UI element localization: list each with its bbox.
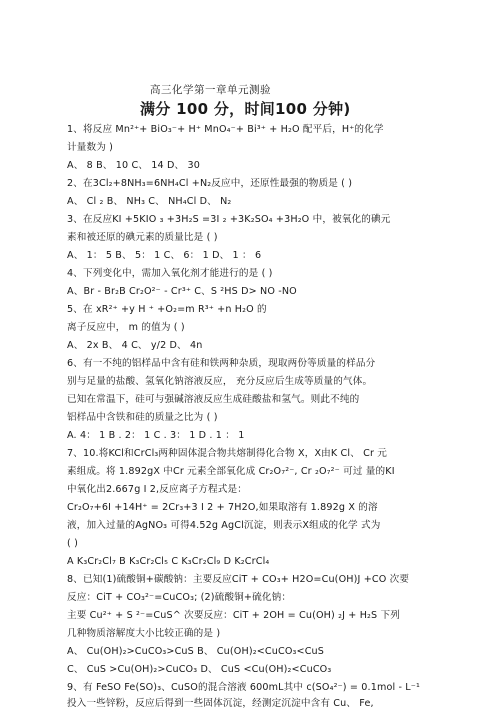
question-line: 投入一些锌粉，反应后得到一些固体沉淀，经测定沉淀中含有 Cu、 Fe, — [67, 698, 374, 709]
question-line: A、 1： 5 B、 5： 1 C、 6： 1 D、 1 ： 6 — [67, 250, 262, 261]
question-line: 计量数为 ) — [67, 142, 114, 153]
question-line: A、 2x B、 4 C、 y/2 D、 4n — [67, 340, 203, 351]
question-line: 1、将反应 Mn²⁺+ BiO₃⁻+ H⁺ MnO₄⁻+ Bi³⁺ + H₂O 配平后，H⁺的化学 — [67, 124, 384, 135]
question-line: 素和被还原的碘元素的质量比是 ( ) — [67, 232, 218, 243]
question-line: 离子反应中， m 的值为 ( ) — [67, 322, 185, 333]
question-line: 中氧化出2.667g I 2,反应离子方程式是： — [67, 484, 247, 495]
question-line: A、 Cu(OH)₂>CuCO₃>CuS B、 Cu(OH)₂<CuCO₃<CuS — [67, 646, 325, 657]
question-line: 7、10.将KCl和CrCl₃两种固体混合物共熔制得化合物 X，X由K Cl、 Cr 元 — [67, 448, 388, 459]
question-line: 几种物质溶解度大小比较正确的是 ) — [67, 628, 221, 639]
question-line: 素组成。将 1.892gX 中Cr 元素全部氧化成 Cr₂O₇²⁻, Cr ₂O₇²⁻ 可过 量的KI — [67, 466, 395, 477]
question-line: 9、有 FeSO Fe(SO)₃、CuSO的混合溶液 600mL其中 c(SO₄²⁻) = 0.1mol - L⁻¹ — [67, 682, 421, 693]
question-line: 4、下列变化中，需加入氧化剂才能进行的是 ( ) — [67, 268, 273, 279]
question-line: 主要 Cu²⁺ + S ²⁻=CuS^ 次要反应：CiT + 2OH = Cu(OH) ₂J + H₂S 下列 — [67, 610, 400, 621]
question-line: 6、有一不纯的铝样品中含有硅和铁两种杂质，现取两份等质量的样品分 — [67, 358, 376, 369]
question-line: Cr₂O₇+6I +14H⁺ = 2Cr₃+3 I 2 + 7H2O,如果取溶有 1.892g X 的溶 — [67, 502, 378, 513]
question-line: 反应：CiT + CO₃²⁻=CuCO₃; (2)硫酸铜+硫化钠： — [67, 592, 292, 603]
question-line: 3、在反应KI +5KIO ₃ +3H₂S =3I ₂ +3K₂SO₄ +3H₂O 中，被氧化的碘元 — [67, 214, 391, 225]
question-line: A、 8 B、 10 C、 14 D、 30 — [67, 160, 200, 171]
question-line: A K₃Cr₂Cl₇ B K₃Cr₂Cl₅ C K₃Cr₂Cl₉ D K₂CrCl₄ — [67, 556, 270, 567]
question-line: ( ) — [67, 538, 78, 549]
page-title: 高三化学第一章单元测验 — [150, 84, 271, 96]
question-line: 别与足量的盐酸、氢氧化钠溶液反应， 充分反应后生成等质量的气体。 — [67, 376, 373, 387]
question-line: 已知在常温下，硅可与强碱溶液反应生成硅酸盐和氢气。则此不纯的 — [67, 394, 360, 405]
question-line: A、Br - Br₂B Cr₂O²⁻ - Cr³⁺ C、S ²HS D> NO -NO — [67, 286, 297, 297]
page-subtitle: 满分 100 分，时间100 分钟) — [140, 100, 351, 118]
question-line: 液，加入过量的AgNO₃ 可得4.52g AgCl沉淀，则表示X组成的化学 式为 — [67, 520, 381, 531]
question-line: 2、在3Cl₂+8NH₃=6NH₄Cl +N₂反应中，还原性最强的物质是 ( ) — [67, 178, 353, 189]
question-line: C、 CuS >Cu(OH)₂>CuCO₃ D、 CuS <Cu(OH)₂<CuCO₃ — [67, 664, 332, 675]
question-line: 铝样品中含铁和硅的质量之比为 ( ) — [67, 412, 218, 423]
question-line: 8、已知(1)硫酸铜+碳酸钠：主要反应CiT + CO₃+ H2O=Cu(OH)J +CO 次要 — [67, 574, 410, 585]
question-line: A. 4： 1 B . 2： 1 C . 3： 1 D . 1 ： 1 — [67, 430, 245, 441]
question-line: A、 Cl ₂ B、 NH₃ C、 NH₄Cl D、 N₂ — [67, 196, 232, 207]
question-line: 5、在 xR²⁺ +y H ⁺ +O₂=m R³⁺ +n H₂O 的 — [67, 304, 267, 315]
